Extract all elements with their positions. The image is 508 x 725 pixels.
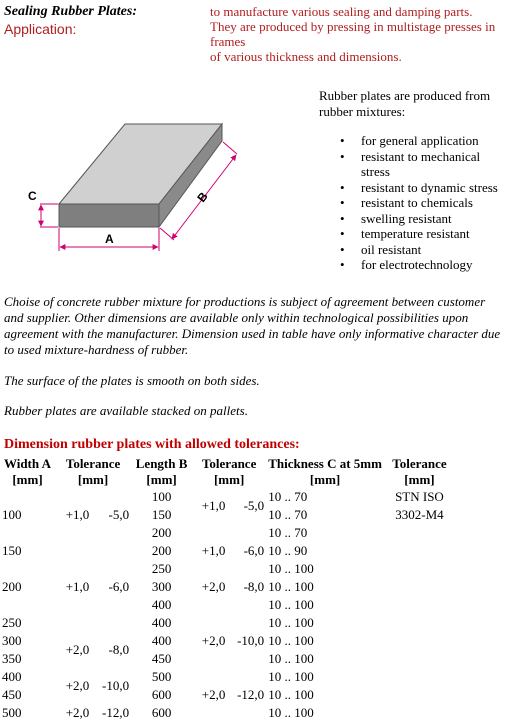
unit-cell: [mm] xyxy=(146,471,177,487)
tolerance-b-empty xyxy=(235,523,266,541)
tolerance-a-empty xyxy=(100,613,131,631)
width-cell: 150 xyxy=(2,542,22,558)
intro-line: to manufacture various sealing and damping parts. xyxy=(210,4,473,19)
unit-cell: [mm] xyxy=(12,471,43,487)
table-row xyxy=(0,487,455,505)
list-item: • swelling resistant xyxy=(340,211,508,227)
list-item: • oil resistant xyxy=(340,242,508,258)
thickness-cell: 10 .. 90 xyxy=(268,542,308,558)
tolerance-minus-cell: -12,0 xyxy=(237,686,265,702)
tolerance-c-empty xyxy=(384,649,455,667)
tolerance-minus-cell: -10,0 xyxy=(102,677,130,693)
plate-dimension-diagram xyxy=(20,115,255,255)
tolerance-minus-cell: -5,0 xyxy=(108,506,130,522)
length-cell: 450 xyxy=(151,650,172,666)
tolerance-minus-cell: -12,0 xyxy=(102,704,130,720)
tolerance-c-empty xyxy=(384,541,455,559)
tolerance-c-empty xyxy=(384,577,455,595)
table-row xyxy=(0,613,455,631)
header-tolerance-b: Tolerance xyxy=(201,455,257,471)
length-cell: 250 xyxy=(151,560,172,576)
dimension-label-c: C xyxy=(28,189,37,203)
header-length: Length B xyxy=(135,455,188,471)
tolerance-c-empty xyxy=(384,685,455,703)
thickness-cell: 10 .. 100 xyxy=(268,560,314,576)
thickness-cell: 10 .. 100 xyxy=(268,614,314,630)
mixture-note: Choise of concrete rubber mixture for productions is subject of agreement between customer and supplier. Other dimensions are available only within technological possibilities upon agreement with the manufacturer. Dimension used in table have only informative character due to used mixture-hardness of rubber. xyxy=(4,294,501,357)
list-item: • resistant to mechanical stress xyxy=(340,149,508,180)
thickness-cell: 10 .. 70 xyxy=(268,506,308,522)
list-item: • for electrotechnology xyxy=(340,257,508,273)
length-cell: 600 xyxy=(151,686,172,702)
tolerance-minus-cell: -8,0 xyxy=(108,641,130,657)
tolerance-c-empty xyxy=(384,559,455,577)
tolerance-plus-cell: +2,0 xyxy=(201,686,226,702)
intro-line: of various thickness and dimensions. xyxy=(210,49,402,64)
header-tolerance-a: Tolerance xyxy=(65,455,121,471)
tolerance-c-empty xyxy=(384,613,455,631)
dimensions-table xyxy=(0,455,455,721)
application-intro xyxy=(210,4,505,64)
tolerance-plus-cell: +2,0 xyxy=(65,641,90,657)
thickness-cell: 10 .. 100 xyxy=(268,578,314,594)
length-cell: 600 xyxy=(151,704,172,720)
table-row xyxy=(0,559,455,577)
thickness-cell: 10 .. 100 xyxy=(268,704,314,720)
width-cell: 300 xyxy=(2,632,22,648)
unit-cell: [mm] xyxy=(77,471,109,487)
surface-note: The surface of the plates is smooth on both sides. xyxy=(4,373,260,388)
unit-cell: [mm] xyxy=(213,471,245,487)
tolerance-plus-cell: +1,0 xyxy=(65,578,90,594)
tolerance-plus-cell: +2,0 xyxy=(65,704,90,720)
thickness-cell: 10 .. 100 xyxy=(268,632,314,648)
thickness-cell: 10 .. 70 xyxy=(268,524,308,540)
plate-front-face xyxy=(59,204,159,227)
thickness-cell: 10 .. 70 xyxy=(268,488,308,504)
tolerance-minus-cell: -10,0 xyxy=(237,632,265,648)
tolerance-c-empty xyxy=(384,523,455,541)
length-cell: 500 xyxy=(151,668,172,684)
dimension-label-a: A xyxy=(105,232,114,246)
tolerance-c-empty xyxy=(384,667,455,685)
length-cell: 200 xyxy=(151,542,172,558)
application-label: Application: xyxy=(4,21,77,37)
length-cell: 100 xyxy=(151,488,172,504)
length-cell: 400 xyxy=(151,632,172,648)
tolerance-c-cell: STN ISO xyxy=(395,488,444,504)
length-cell: 400 xyxy=(151,596,172,612)
table-row xyxy=(0,541,455,559)
tolerance-minus-cell: -6,0 xyxy=(108,578,130,594)
tolerance-c-empty xyxy=(384,703,455,721)
width-cell: 250 xyxy=(2,614,22,630)
length-cell: 150 xyxy=(151,506,172,522)
thickness-cell: 10 .. 100 xyxy=(268,668,314,684)
width-cell: 100 xyxy=(2,506,22,522)
thickness-cell: 10 .. 100 xyxy=(268,596,314,612)
length-cell: 200 xyxy=(151,524,172,540)
thickness-cell: 10 .. 100 xyxy=(268,686,314,702)
tolerance-plus-cell: +1,0 xyxy=(201,542,226,558)
width-cell: 450 xyxy=(2,686,22,702)
table-unit-row xyxy=(0,471,455,487)
header-thickness: Thickness C at 5mm xyxy=(268,455,382,471)
properties-heading: Rubber plates are produced from rubber mixtures: xyxy=(319,88,491,119)
tolerance-plus-cell: +1,0 xyxy=(65,506,90,522)
tolerance-minus-cell: -5,0 xyxy=(243,497,265,513)
tolerance-c-empty xyxy=(384,595,455,613)
tolerance-plus-cell: +2,0 xyxy=(65,677,90,693)
width-cell: 200 xyxy=(2,578,22,594)
length-cell: 400 xyxy=(151,614,172,630)
unit-cell: [mm] xyxy=(309,471,341,487)
length-cell: 300 xyxy=(151,578,172,594)
thickness-cell: 10 .. 100 xyxy=(268,650,314,666)
header-width: Width A xyxy=(3,455,52,471)
dimension-label-b: B xyxy=(194,189,211,205)
width-cell: 500 xyxy=(2,704,22,720)
list-item: • resistant to chemicals xyxy=(340,195,508,211)
header-tolerance-c: Tolerance xyxy=(392,455,447,471)
tolerance-a-empty xyxy=(100,541,131,559)
width-cell: 350 xyxy=(2,650,22,666)
unit-cell: [mm] xyxy=(404,471,435,487)
tolerance-b-empty xyxy=(192,523,235,541)
tolerance-plus-cell: +1,0 xyxy=(201,497,226,513)
list-item: • resistant to dynamic stress xyxy=(340,180,508,196)
table-header-row xyxy=(0,455,455,471)
tolerance-minus-cell: -6,0 xyxy=(243,542,265,558)
table-row xyxy=(0,667,455,685)
list-item: • for general application xyxy=(340,133,508,149)
tolerance-a-empty xyxy=(55,613,100,631)
tolerance-a-empty xyxy=(55,541,100,559)
pallet-note: Rubber plates are available stacked on pallets. xyxy=(4,403,248,418)
intro-line: They are produced by pressing in multistage presses in frames xyxy=(210,19,496,49)
tolerance-c-empty xyxy=(384,631,455,649)
tolerance-minus-cell: -8,0 xyxy=(243,578,265,594)
list-item: • temperature resistant xyxy=(340,226,508,242)
table-heading: Dimension rubber plates with allowed tolerances: xyxy=(4,437,300,452)
page-title: Sealing Rubber Plates: xyxy=(4,4,138,19)
width-cell: 400 xyxy=(2,668,22,684)
tolerance-c-cell: 3302-M4 xyxy=(395,506,444,522)
properties-list xyxy=(340,133,508,273)
tolerance-plus-cell: +2,0 xyxy=(201,578,226,594)
tolerance-plus-cell: +2,0 xyxy=(201,632,226,648)
